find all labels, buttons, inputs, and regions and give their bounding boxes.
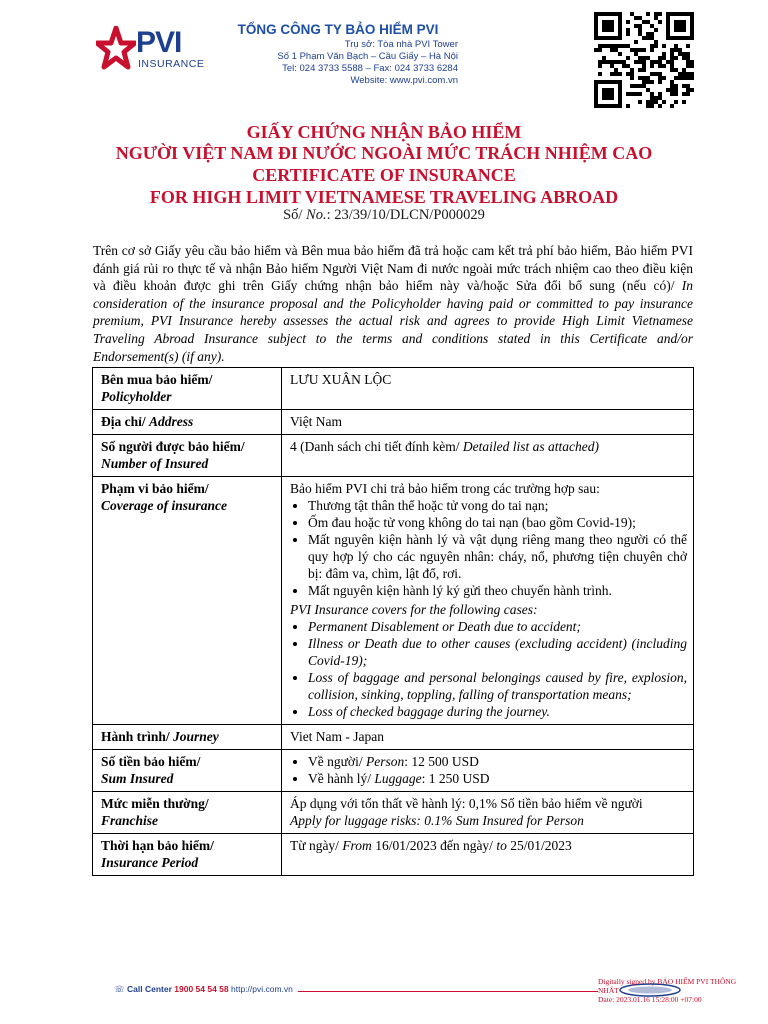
insured-count-label — [93, 435, 282, 477]
sum-luggage-label-en: Luggage — [374, 771, 422, 786]
period-value — [282, 834, 694, 876]
coverage-intro-vi: Bảo hiểm PVI chi trả bảo hiểm trong các trường hợp sau: — [290, 481, 600, 496]
table-row — [93, 750, 694, 792]
list-item: • Thương tật thân thể hoặc tử vong do tai nạn; — [308, 497, 687, 514]
label-vi: Địa chỉ/ — [101, 414, 146, 429]
list-item: • Loss of checked baggage during the journey. — [308, 703, 687, 720]
coverage-value — [282, 477, 694, 725]
journey-value: Viet Nam - Japan — [282, 725, 694, 750]
label-en: Sum Insured — [101, 771, 174, 786]
star-logo-icon — [96, 26, 136, 74]
period-to-vi: đến ngày/ — [440, 838, 493, 853]
list-item — [308, 753, 687, 770]
label-en: Journey — [173, 729, 219, 744]
call-center-phone: 1900 54 54 58 — [174, 984, 229, 994]
table-row — [93, 834, 694, 876]
period-to-date: 25/01/2023 — [510, 838, 572, 853]
policyholder-label — [93, 368, 282, 410]
coverage-list-en — [290, 618, 687, 720]
period-from-date: 16/01/2023 — [375, 838, 437, 853]
sum-insured-list — [290, 753, 687, 787]
logo-subtext: INSURANCE — [138, 58, 205, 70]
title-en-line1: CERTIFICATE OF INSURANCE — [252, 165, 516, 185]
list-item: • Illness or Death due to other causes (excluding accident) (including Covid-19); — [308, 635, 687, 669]
label-vi: Bên mua bảo hiểm/ — [101, 372, 213, 387]
table-row — [93, 725, 694, 750]
label-en: Coverage of insurance — [101, 498, 227, 513]
sum-person-label-en: Person — [365, 754, 405, 769]
period-from-en: From — [342, 838, 372, 853]
qr-code-icon — [594, 12, 694, 108]
cert-no-value: : 23/39/10/DLCN/P000029 — [326, 207, 485, 223]
document-title — [60, 122, 708, 208]
footer-website: http://pvi.com.vn — [231, 984, 293, 994]
policyholder-value: LƯU XUÂN LỘC — [282, 368, 694, 410]
label-vi: Hành trình/ — [101, 729, 170, 744]
company-address-line: Trụ sở: Tòa nhà PVI Tower — [344, 39, 458, 50]
pvi-logo — [96, 26, 216, 74]
franchise-value-en: Apply for luggage risks: 0.1% Sum Insured for Person — [290, 813, 584, 828]
label-vi: Số người được bảo hiểm/ — [101, 439, 245, 454]
footer-contact — [114, 984, 394, 995]
label-vi: Mức miễn thường/ — [101, 796, 209, 811]
period-from-vi: Từ ngày/ — [290, 838, 339, 853]
list-item: • Mất nguyên kiện hành lý và vật dụng riêng mang theo người có thể quy hợp lý cho các nguyên nhân: cháy, nổ, phương tiện chuyên chở bị: đâm va, chìm, lật đổ, rơi. — [308, 531, 687, 582]
sum-insured-label — [93, 750, 282, 792]
sum-luggage-label-vi: Về hành lý/ — [308, 771, 371, 786]
period-label — [93, 834, 282, 876]
journey-label — [93, 725, 282, 750]
table-row — [93, 792, 694, 834]
franchise-label — [93, 792, 282, 834]
footer-divider — [298, 991, 598, 992]
label-en: Franchise — [101, 813, 159, 828]
value-en: Detailed list as attached) — [462, 439, 599, 454]
label-en: Policyholder — [101, 389, 172, 404]
label-en: Number of Insured — [101, 456, 209, 471]
label-en: Insurance Period — [101, 855, 199, 870]
list-item: • Loss of baggage and personal belongings caused by fire, explosion, collision, sinking, toppling, falling of transportation means; — [308, 669, 687, 703]
signature-line1: Digitally signed by BẢO HIỂM PVI THÔNG — [598, 977, 737, 986]
insured-count-value — [282, 435, 694, 477]
call-center-label: Call Center — [127, 984, 172, 994]
table-row — [93, 368, 694, 410]
company-block — [218, 22, 458, 87]
list-item — [308, 770, 687, 787]
phone-icon: ☏ — [114, 984, 125, 994]
label-vi: Thời hạn bảo hiểm/ — [101, 838, 214, 853]
label-vi: Phạm vi bảo hiểm/ — [101, 481, 209, 496]
cert-no-label-vi: Số/ — [283, 207, 303, 223]
table-row — [93, 410, 694, 435]
list-item: • Ốm đau hoặc tử vong không do tai nạn (bao gồm Covid-19); — [308, 514, 687, 531]
label-vi: Số tiền bảo hiểm/ — [101, 754, 201, 769]
franchise-value — [282, 792, 694, 834]
coverage-list-vi — [290, 497, 687, 599]
value-vi: 4 (Danh sách chi tiết đính kèm/ — [290, 439, 460, 454]
certificate-number — [60, 207, 708, 224]
company-website: Website: www.pvi.com.vn — [350, 75, 458, 86]
coverage-intro-en: PVI Insurance covers for the following cases: — [290, 602, 538, 617]
table-row — [93, 477, 694, 725]
sum-luggage-value: : 1 250 USD — [421, 771, 490, 786]
sum-person-label-vi: Về người/ — [308, 754, 363, 769]
certificate-details-table — [92, 367, 694, 876]
company-phone-line: Tel: 024 3733 5588 – Fax: 024 3733 6284 — [282, 63, 458, 74]
intro-en: In consideration of the insurance proposal and the Policyholder having paid or committed to pay insurance premium, PVI Insurance hereby assesses the actual risk and agrees to provide High Limit Vietnamese Traveling Abroad Insurance subject to the terms and conditions stated in this Certificate and/or Endorsement(s) (if any). — [93, 278, 693, 364]
title-vi-line2: NGƯỜI VIỆT NAM ĐI NƯỚC NGOÀI MỨC TRÁCH NHIỆM CAO — [115, 143, 653, 163]
intro-paragraph — [93, 242, 693, 365]
company-address-line: Số 1 Phạm Văn Bạch – Cầu Giấy – Hà Nội — [277, 51, 458, 62]
sum-person-value: : 12 500 USD — [404, 754, 479, 769]
address-value: Việt Nam — [282, 410, 694, 435]
title-en-line2: FOR HIGH LIMIT VIETNAMESE TRAVELING ABROAD — [149, 187, 619, 207]
intro-vi: Trên cơ sở Giấy yêu cầu bảo hiểm và Bên mua bảo hiểm đã trả hoặc cam kết trả phí bảo hiểm, Bảo hiểm PVI đánh giá rủi ro thực tế và nhận Bảo hiểm Người Việt Nam đi nước ngoài mức trách nhiệm cao theo điều kiện và điều khoản được ghi trên Giấy chứng nhận bảo hiểm này và/hoặc Sửa đổi bổ sung (nếu có)/ — [93, 243, 693, 294]
list-item: • Mất nguyên kiện hành lý ký gửi theo chuyến hành trình. — [308, 582, 687, 599]
table-row — [93, 435, 694, 477]
signature-date: Date: 2023.01.16 15:28:00 +07:00 — [598, 995, 702, 1004]
sum-insured-value — [282, 750, 694, 792]
logo-wordmark: PVI — [136, 26, 182, 59]
franchise-value-vi: Áp dụng với tổn thất về hành lý: 0,1% Số tiền bảo hiểm về người — [290, 796, 643, 811]
signature-line2: NHẤT — [598, 986, 619, 995]
period-to-en: to — [496, 838, 507, 853]
title-vi-line1: GIẤY CHỨNG NHẬN BẢO HIỂM — [246, 122, 522, 142]
list-item: • Permanent Disablement or Death due to accident; — [308, 618, 687, 635]
address-label — [93, 410, 282, 435]
company-name: TỔNG CÔNG TY BẢO HIỂM PVI — [237, 22, 439, 37]
cert-no-label-en: No. — [306, 207, 327, 223]
label-en: Address — [149, 414, 194, 429]
digital-signature — [598, 977, 768, 1004]
coverage-label — [93, 477, 282, 725]
